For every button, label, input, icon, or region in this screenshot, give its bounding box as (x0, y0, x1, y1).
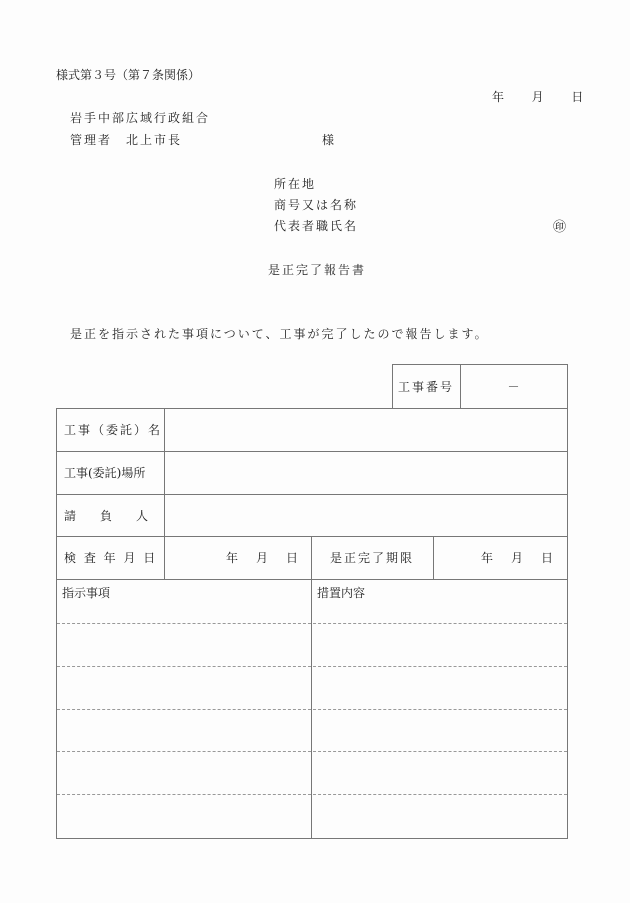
date-year-label: 年 (492, 90, 507, 104)
deadline-day-label: 日 (541, 551, 556, 565)
deadline-month-label: 月 (511, 551, 526, 565)
contractor-field[interactable] (165, 494, 567, 536)
address-label: 所在地 (274, 177, 317, 191)
instructions-header: 指示事項 (62, 586, 111, 600)
instruction-entry-3[interactable] (57, 667, 311, 709)
work-location-label: 工事(委託)場所 (64, 466, 146, 480)
inspection-day-label: 日 (286, 551, 301, 565)
measure-entry-6[interactable] (312, 795, 567, 838)
date-day-label: 日 (571, 90, 586, 104)
instruction-entry-4[interactable] (57, 710, 311, 751)
addressee-organization: 岩手中部広域行政組合 (70, 111, 211, 125)
table-bottom-border (56, 838, 568, 839)
inspection-month-label: 月 (256, 551, 271, 565)
work-number-label: 工事番号 (397, 379, 454, 394)
table-right-border (567, 408, 568, 838)
company-name-label: 商号又は名称 (274, 198, 359, 212)
inspection-year-label: 年 (226, 551, 241, 565)
document-title: 是正完了報告書 (268, 263, 367, 277)
date-month-label: 月 (531, 90, 546, 104)
addressee-honorific: 様 (322, 133, 335, 147)
inspection-date-label: 検 査 年 月 日 (64, 551, 158, 565)
inspection-date-field[interactable] (226, 536, 300, 579)
measure-entry-1[interactable] (312, 600, 567, 623)
submission-date (492, 88, 585, 105)
work-number-value[interactable]: － (507, 379, 520, 394)
body-text: 是正を指示された事項について、工事が完了したので報告します。 (70, 327, 489, 341)
work-name-label: 工事（委託）名 (64, 423, 163, 437)
work-number-box-right (567, 364, 568, 408)
instruction-entry-6[interactable] (57, 795, 311, 838)
instruction-entry-5[interactable] (57, 752, 311, 794)
form-number: 様式第３号（第７条関係） (56, 68, 201, 82)
contractor-label: 請 負 人 (64, 508, 149, 523)
representative-label: 代表者職氏名 (274, 219, 359, 233)
deadline-label: 是正完了期限 (329, 551, 414, 565)
instruction-entry-2[interactable] (57, 624, 311, 666)
deadline-divider (433, 536, 434, 579)
measure-entry-4[interactable] (312, 710, 567, 751)
deadline-date-field[interactable] (481, 536, 555, 579)
seal-icon: ㊞ (553, 220, 567, 235)
addressee-title: 管理者 北上市長 (70, 133, 183, 147)
measure-entry-5[interactable] (312, 752, 567, 794)
work-name-field[interactable] (165, 408, 567, 451)
instruction-entry-1[interactable] (57, 600, 311, 623)
work-location-field[interactable] (165, 451, 567, 494)
measure-entry-3[interactable] (312, 667, 567, 709)
measure-entry-2[interactable] (312, 624, 567, 666)
deadline-year-label: 年 (481, 551, 496, 565)
measures-header: 措置内容 (317, 586, 366, 600)
